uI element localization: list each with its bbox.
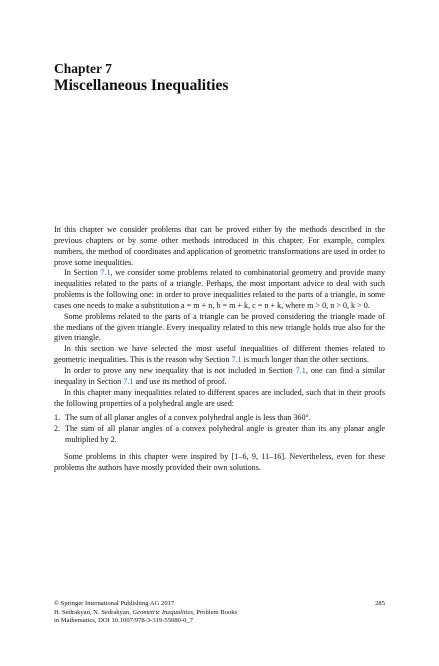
authors: H. Sedrakyan, N. Sedrakyan,: [54, 608, 133, 616]
property-list: [54, 413, 385, 446]
list-item-text: The sum of all planar angles of a convex polyhedral angle is less than 360°.: [65, 413, 311, 423]
copyright-line: © Springer International Publishing AG 2017: [54, 600, 175, 607]
paragraph-sources: Some problems in this chapter were inspired by [1–6, 9, 11–16]. Nevertheless, even for these problems the authors have mostly provided their own solutions.: [54, 451, 385, 472]
list-item: [54, 413, 385, 424]
list-item-number: 1.: [54, 413, 61, 423]
text-fragment: and use its method of proof.: [133, 376, 227, 386]
list-item-number: 2.: [54, 424, 61, 434]
citation-line: [54, 609, 385, 618]
paragraph-medians: Some problems related to the parts of a triangle can be proved considering the triangle made of the medians of the given triangle. Every inequality related to this new triangle holds true also for the given triangle.: [54, 311, 385, 343]
series-name: , Problem Books: [192, 608, 238, 616]
paragraph-spaces: In this chapter many inequalities related to different spaces are included, such that in their proofs the following properties of a polyhedral angle are used:: [54, 387, 385, 408]
text-fragment: , one can find a similar inequality in Section: [54, 365, 385, 386]
list-item-text: The sum of all planar angles of a convex polyhedral angle is greater than its any planar angle multiplied by 2.: [65, 424, 385, 445]
paragraph-section-overview: [54, 268, 385, 311]
chapter-number: Chapter 7: [54, 61, 112, 76]
page-footer: [54, 600, 385, 626]
paragraph-intro: In this chapter we consider problems that can be proved either by the methods described in the previous chapters or by some other methods introduced in this chapter. For example, complex numbers, the method of coordinates and application of geometric transformations are used in order to prove some inequalities.: [54, 225, 385, 267]
text-fragment: is much longer than the other sections.: [241, 355, 369, 365]
chapter-body: [54, 225, 385, 474]
text-fragment: , we consider some problems related to combinatorial geometry and provide many inequalities related to the parts of a triangle. Perhaps, the most important advice to deal with such problems is the following one: in order to prove inequalities related to the parts of a triangle, in some cases one needs to make a substitution a = m + n, b = m + k, c = n + k, where m > 0, n > 0, k > 0.: [54, 268, 386, 310]
text-fragment: In Section: [64, 268, 101, 278]
text-fragment: In this section we have selected the most useful inequalities of different themes related to geometric inequalities. This is the reason why Section: [54, 344, 385, 365]
section-link[interactable]: 7.1: [100, 268, 111, 278]
paragraph-new-inequality: [54, 366, 385, 388]
book-page: [54, 0, 385, 666]
list-item: [54, 424, 385, 446]
section-link[interactable]: 7.1: [295, 365, 306, 375]
section-link[interactable]: 7.1: [231, 355, 242, 365]
book-title: Geometric Inequalities: [132, 608, 193, 616]
page-number: 285: [375, 600, 385, 607]
doi-line: in Mathematics, DOI 10.1007/978-3-319-55080-0_7: [54, 617, 193, 625]
section-link[interactable]: 7.1: [123, 376, 134, 386]
chapter-title: Miscellaneous Inequalities: [54, 77, 229, 94]
text-fragment: In order to prove any new inequality that is not included in Section: [64, 365, 296, 375]
paragraph-selection: [54, 344, 385, 366]
